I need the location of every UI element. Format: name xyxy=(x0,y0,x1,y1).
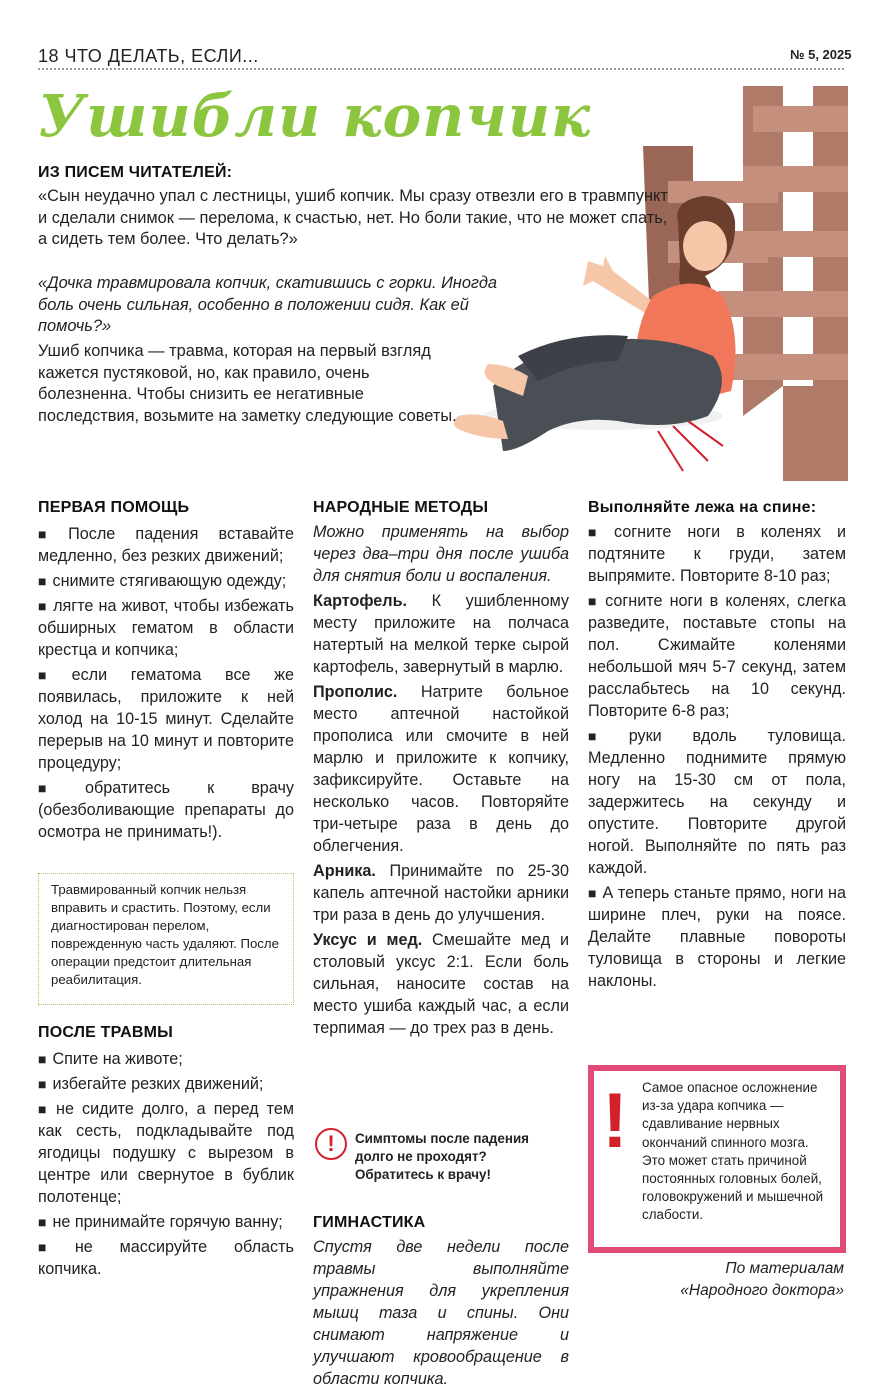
folk-methods-section xyxy=(313,497,569,1042)
folk-item-term: Уксус и мед. xyxy=(313,931,423,949)
folk-methods-heading: НАРОДНЫЕ МЕТОДЫ xyxy=(313,499,489,516)
first-aid-section xyxy=(38,497,294,846)
first-aid-heading: ПЕРВАЯ ПОМОЩЬ xyxy=(38,499,190,516)
danger-warning-box xyxy=(588,1065,846,1253)
list-item: ■ избегайте резких движений; xyxy=(38,1073,294,1095)
exclamation-icon: ! xyxy=(602,1076,628,1164)
exercises-subheading: Выполняйте лежа на спине: xyxy=(588,499,817,516)
fracture-note-box: Травмированный копчик нельзя вправить и срастить. Поэтому, если диагностирован перелом, поврежденную часть удаляют. После операции предстоит длительная реабилитация. xyxy=(38,873,294,1005)
source-line-2: «Народного доктора» xyxy=(680,1282,844,1299)
list-item: ■ снимите стягивающую одежду; xyxy=(38,570,294,592)
folk-item-vinegar-honey xyxy=(313,929,569,1039)
folk-item-term: Прополис. xyxy=(313,683,398,701)
list-item: ■ обратитесь к врачу (обезболивающие препараты до осмотра не принимать!). xyxy=(38,777,294,843)
list-item: ■ лягте на живот, чтобы избежать обширных гематом в области крестца и копчика; xyxy=(38,595,294,661)
list-item: ■ А теперь станьте прямо, ноги на ширине плеч, руки на поясе. Делайте плавные повороты туловища в стороны и легкие наклоны. xyxy=(588,882,846,992)
gym-section xyxy=(313,1212,569,1393)
reader-letter-2: «Дочка травмировала копчик, скатившись с горки. Иногда боль очень сильная, особенно в положении сидя. Как ей помочь?» xyxy=(38,274,498,335)
letters-heading: ИЗ ПИСЕМ ЧИТАТЕЛЕЙ: xyxy=(38,164,233,181)
header-divider xyxy=(38,68,844,70)
list-item: ■ не массируйте область копчика. xyxy=(38,1236,294,1280)
folk-item-text: К ушибленному месту приложите на полчаса натертый на мелкой терке сырой картофель, завернутый в марлю. xyxy=(313,592,569,676)
list-item: ■ согните ноги в коленях, слегка разведите, поставьте стопы на пол. Сжимайте коленями небольшой мяч 5-7 секунд, затем расслабьтесь на 10 секунд. Повторите 6-8 раз; xyxy=(588,590,846,722)
source-line-1: По материалам xyxy=(725,1260,844,1277)
after-injury-section xyxy=(38,1022,294,1283)
danger-warning-text: Самое опасное осложнение из-за удара копчика — сдавливание нервных окончаний спинного мозга. Это может стать причиной постоянных головных болей, головокружений и мышечной слабости. xyxy=(642,1080,824,1223)
list-item: ■ не сидите долго, а перед тем как сесть, подкладывайте под ягодицы подушку с вырезом в центре или свернутое в бублик полотенце; xyxy=(38,1098,294,1208)
exercises-section xyxy=(588,497,846,995)
article-title: Ушибли копчик xyxy=(38,82,592,150)
list-item: ■ Спите на животе; xyxy=(38,1048,294,1070)
list-item: ■ согните ноги в коленях и подтяните к груди, затем выпрямите. Повторите 8-10 раз; xyxy=(588,521,846,587)
list-item: ■ не принимайте горячую ванну; xyxy=(38,1211,294,1233)
folk-item-term: Картофель. xyxy=(313,592,408,610)
folk-item-term: Арника. xyxy=(313,862,376,880)
folk-item-propolis xyxy=(313,681,569,857)
issue-number: № 5, 2025 xyxy=(790,47,852,62)
folk-item-text: Принимайте по 25-30 капель аптечной настойки арники три раза в день до улучшения. xyxy=(313,862,569,924)
reader-letter-1: «Сын неудачно упал с лестницы, ушиб копчик. Мы сразу отвезли его в травмпункт и сделали снимок — перелома, к счастью, нет. Но боли такие, что не может спать, а сидеть тем более. Что делать?» xyxy=(38,187,668,248)
page-header-section: 18 ЧТО ДЕЛАТЬ, ЕСЛИ... xyxy=(38,46,259,66)
article-intro: Ушиб копчика — травма, которая на первый взгляд кажется пустяковой, но, как правило, очень болезненна. Чтобы снизить ее негативные последствия, возьмите на заметку следующие советы. xyxy=(38,342,457,425)
folk-item-potato xyxy=(313,590,569,678)
exclamation-icon: ! xyxy=(315,1128,347,1160)
small-warning xyxy=(313,1124,569,1190)
folk-item-text: Натрите больное место аптечной настойкой прополиса или смочите в ней марлю и приложите к копчику, зафиксируйте. Оставьте на несколько часов. Повторяйте три-четыре раза в день до облегчения. xyxy=(313,683,569,855)
list-item: ■ После падения вставайте медленно, без резких движений; xyxy=(38,523,294,567)
folk-item-text: Смешайте мед и столовый уксус 2:1. Если боль сильная, наносите состав на место ушиба каждый час, а если терпимая — до трех раз в день. xyxy=(313,931,569,1037)
folk-item-arnica xyxy=(313,860,569,926)
small-warning-text: Симптомы после падения долго не проходят? Обратитесь к врачу! xyxy=(355,1131,529,1182)
gym-intro: Спустя две недели после травмы выполняйте упражнения для укрепления мышц таза и спины. Они снимают напряжение и улучшают кровообращение в области копчика. xyxy=(313,1238,569,1388)
source-credit xyxy=(600,1258,844,1302)
list-item: ■ руки вдоль туловища. Медленно поднимите прямую ногу на 15-30 см от пола, задержитесь на секунду и опустите. Повторите другой ногой. Выполняйте по пять раз каждой. xyxy=(588,725,846,879)
after-injury-heading: ПОСЛЕ ТРАВМЫ xyxy=(38,1024,173,1041)
gym-heading: ГИМНАСТИКА xyxy=(313,1214,426,1231)
folk-methods-intro: Можно применять на выбор через два–три дня после ушиба для снятия боли и воспаления. xyxy=(313,523,569,585)
list-item: ■ если гематома все же появилась, приложите к ней холод на 10-15 минут. Сделайте перерыв на 10 минут и повторите процедуру; xyxy=(38,664,294,774)
